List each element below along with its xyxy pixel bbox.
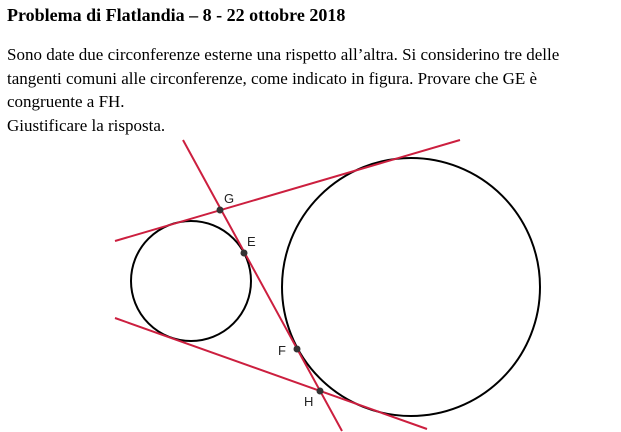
label-f: F	[278, 343, 286, 358]
small-circle	[131, 221, 251, 341]
large-circle	[282, 158, 540, 416]
lower-tangent-line	[115, 318, 427, 429]
point-h	[317, 388, 324, 395]
label-e: E	[247, 234, 256, 249]
problem-title: Problema di Flatlandia – 8 - 22 ottobre 2018	[7, 5, 346, 25]
label-h: H	[304, 394, 314, 409]
point-f	[294, 346, 301, 353]
label-g: G	[224, 191, 235, 206]
problem-statement: Sono date due circonferenze esterne una rispetto all’altra. Si considerino tre delle tangenti comuni alle circonferenze, come indicato in figura. Provare che GE è congruente a FH.	[7, 45, 560, 111]
transversal-tangent-line	[183, 140, 342, 431]
point-g	[217, 207, 224, 214]
problem-request: Giustificare la risposta.	[7, 115, 166, 135]
upper-tangent-line	[115, 140, 460, 241]
point-e	[241, 250, 248, 257]
